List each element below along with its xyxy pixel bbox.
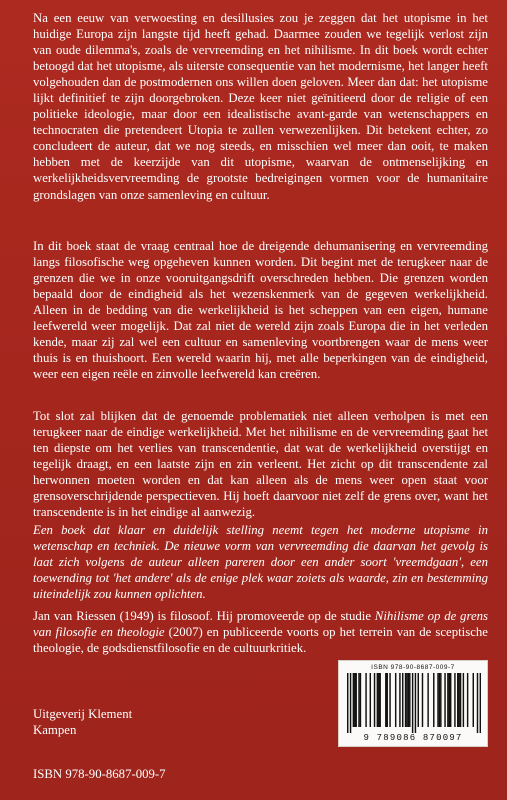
paragraph-text: Tot slot zal blijken dat de genoemde problematiek niet alleen verholpen is met een terugkeer naar de eindige werkelijkheid. Met het nihilisme en de vervreemding gaat het ten diepste om het verlies van transcendentie, dat wat de werkelijkheid overstijgt en tegelijk draagt, en een laatste zijn en zin verleent. Het zicht op dit transcendente zal herwonnen moeten worden en dat kan alleen als de mens weer open staat voor grensoverschrijdende perspectieven. Hij hoeft daarvoor niet zelf de grens over, want het transcendente is in het eindige al aanwezig. <box>33 409 488 520</box>
barcode-bar <box>409 673 410 727</box>
blurb-paragraph-1 <box>33 10 488 203</box>
barcode-bar <box>347 673 348 733</box>
barcode-bar <box>355 673 356 727</box>
barcode-bars <box>347 673 481 733</box>
barcode-bar <box>440 673 441 727</box>
barcode-bar <box>353 673 354 727</box>
barcode-bar <box>350 673 351 733</box>
author-bio-text <box>33 608 488 656</box>
barcode-label <box>338 660 488 747</box>
barcode-bar <box>358 673 359 727</box>
barcode-bar <box>422 673 423 727</box>
barcode-bar <box>412 673 413 733</box>
barcode-bar <box>463 673 464 727</box>
barcode-bar <box>354 673 355 727</box>
barcode-bar <box>444 673 445 727</box>
barcode-bar <box>386 673 387 727</box>
barcode-bar <box>377 673 378 727</box>
bio-text-end: (2007) en publiceerde voorts op het terrein van de sceptische theologie, de godsdienstfilosofie en de cultuurkritiek. <box>33 625 488 656</box>
barcode-bar <box>399 673 400 727</box>
barcode-bar <box>458 673 459 727</box>
publisher-city: Kampen <box>33 723 77 737</box>
barcode-bar <box>418 673 419 727</box>
barcode-bar <box>374 673 375 727</box>
barcode-bar <box>360 673 361 727</box>
paragraph-text: Een boek dat klaar en duidelijk stelling neemt tegen het moderne utopisme in wetenschap en techniek. De nieuwe vorm van vervreemding die daarvan het gevolg is laat zich volgens de auteur alleen pareren door een ander soort 'vreemdgaan', een toewending tot 'het andere' als de enige plek waar zoiets als waarde, zin en bestemming uiteindelijk zou kunnen oplichten. <box>33 523 488 602</box>
barcode-bar <box>460 673 461 727</box>
barcode-bar <box>408 673 409 727</box>
barcode-bar <box>457 673 458 727</box>
barcode-bar <box>447 673 448 727</box>
dissertation-title: Nihilisme op de grens van filosofie en theologie <box>33 609 489 640</box>
isbn-text: ISBN 978-90-8687-009-7 <box>33 767 166 781</box>
barcode-isbn-label: ISBN 978-90-8687-009-7 <box>371 664 455 671</box>
barcode-bar <box>477 673 478 733</box>
paragraph-text: In dit boek staat de vraag centraal hoe de dreigende dehumanisering en vervreemding langs filosofische weg opgeheven kunnen worden. Dit begint met de terugkeer naar de grenzen die we in onze vooruitgangsdrift overschreden hebben. Die grenzen worden bepaald door de eindigheid als het wezenskenmerk van de gegeven werkelijkheid. Alleen in de bedding van die werkelijkheid is het scheppen van een eigen, humane leefwereld weer mogelijk. Dat zal niet de wereld zijn zoals Europa die in het verleden kende, maar zij zal wel een cultuur en samenleving voortbrengen waar de mens weer thuis is en thuishoort. Een wereld waarin hij, met alle beperkingen van de eindigheid, weer een eigen reële en zinvolle leefwereld kan creëren. <box>33 239 488 382</box>
barcode-bar <box>385 673 386 727</box>
barcode-bar <box>402 673 403 727</box>
barcode-bar <box>406 673 407 727</box>
barcode-bar <box>389 673 390 727</box>
publisher-name: Uitgeverij Klement <box>33 707 133 721</box>
barcode-bar <box>473 673 474 727</box>
barcode-bar <box>370 673 371 727</box>
barcode-bar <box>395 673 396 727</box>
barcode-bar <box>379 673 380 727</box>
paragraph-text: Na een eeuw van verwoesting en desillusies zou je zeggen dat het utopisme in het huidige Europa zijn langste tijd heeft gehad. Daarmee zouden we tegelijk verlost zijn van oude dilemma's, zoals de vervreemding en het nihilisme. In dit boek wordt echter betoogd dat het utopisme, als uiterste consequentie van het modernisme, het langer heeft volgehouden dan de postmodernen ons willen doen geloven. Meer dan dat: het utopisme lijkt definitief te zijn doorgebroken. Deze keer niet geïnitieerd door de religie of een politieke ideologie, maar door een idealistische avant-garde van wetenschappers en technocraten die pretendeert Utopia te zullen verwezenlijken. Dit betekent echter, zo concludeert de auteur, dat we nog steeds, en misschien wel meer dan ooit, te maken hebben met de keerzijde van dit utopisme, waarvan de ontmenselijking en werkelijkheidsvervreemding de grootste bedreigingen vormen voor de humanitaire grondslagen van onze samenleving en cultuur. <box>33 11 488 202</box>
barcode-bar <box>454 673 455 727</box>
barcode-bar <box>439 673 440 727</box>
barcode-bar <box>405 673 406 727</box>
barcode-bar <box>449 673 450 727</box>
barcode-bar <box>378 673 379 727</box>
blurb-paragraph-italic <box>33 522 488 602</box>
barcode-bar <box>427 673 428 727</box>
barcode-number: 9 789086 870097 <box>363 733 463 743</box>
barcode-bar <box>450 673 451 727</box>
barcode-bar <box>433 673 434 727</box>
barcode-bar <box>480 673 481 733</box>
barcode-bar <box>365 673 366 727</box>
blurb-paragraph-3 <box>33 408 488 520</box>
author-bio <box>33 608 488 656</box>
bio-text-start: Jan van Riessen (1949) is filosoof. Hij promoveerde op de studie <box>33 609 375 623</box>
blurb-paragraph-2 <box>33 238 488 382</box>
barcode-bar <box>467 673 468 727</box>
barcode-bar <box>437 673 438 727</box>
barcode-bar <box>415 673 416 733</box>
